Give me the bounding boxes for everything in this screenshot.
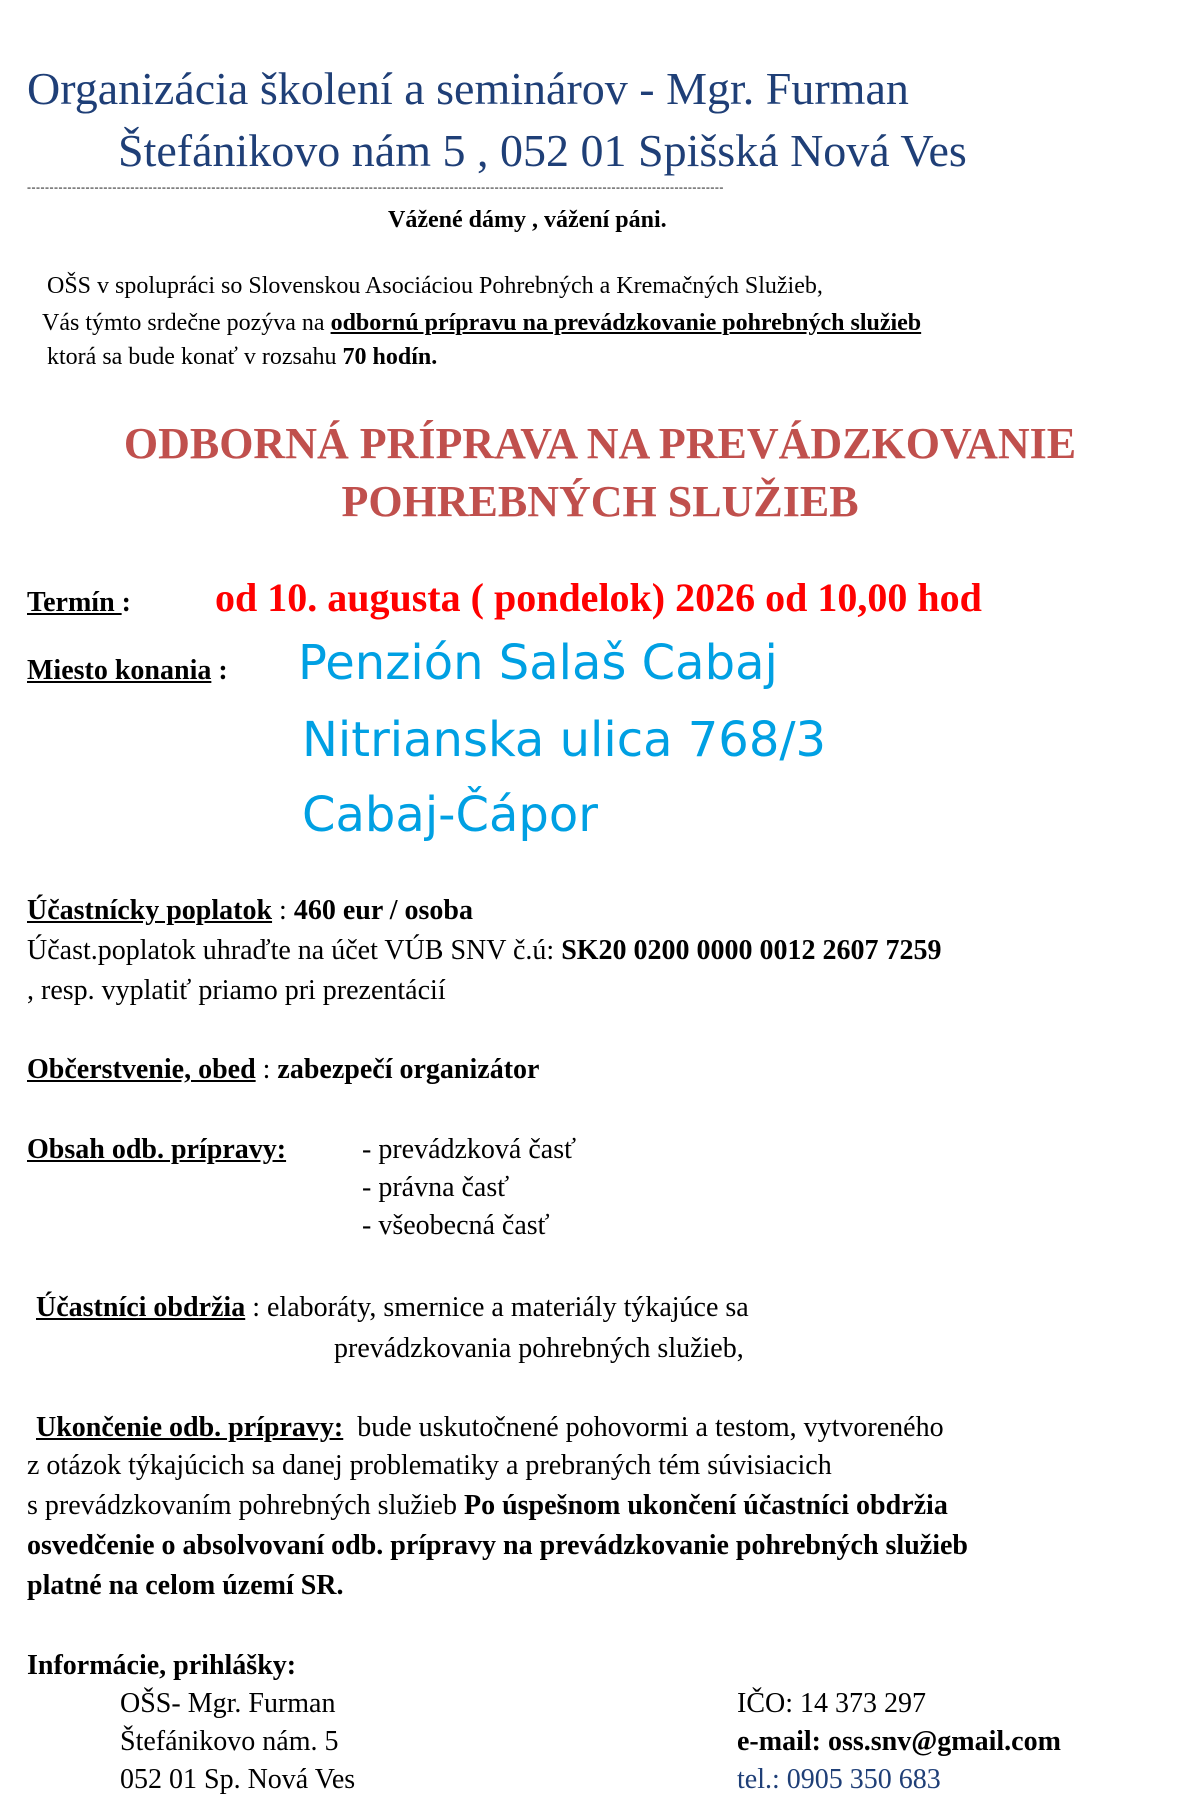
- fee-line: Účastnícky poplatok : 460 eur / osoba: [27, 895, 473, 926]
- header-divider: -----------------------------------------------------------------------------------------------------------------------------------------------------------: [27, 180, 724, 194]
- refreshment-line: Občerstvenie, obed : zabezpečí organizátor: [27, 1054, 540, 1085]
- contact-email[interactable]: e-mail: oss.snv@gmail.com: [737, 1726, 1061, 1757]
- completion-line-5: platné na celom území SR.: [27, 1570, 344, 1601]
- intro-line-1: OŠS v spolupráci so Slovenskou Asociáciou Pohrebných a Kremačných Služieb,: [47, 273, 823, 299]
- contact-ico: IČO: 14 373 297: [737, 1688, 926, 1719]
- training-link[interactable]: odbornú prípravu na prevádzkovanie pohrebných služieb: [330, 310, 922, 336]
- account-number: SK20 0200 0000 0012 2607 7259: [561, 935, 942, 966]
- completion-line-3: s prevádzkovaním pohrebných služieb Po úspešnom ukončení účastníci obdržia: [27, 1490, 948, 1521]
- main-title-line-2: POHREBNÝCH SLUŽIEB: [341, 477, 859, 526]
- content-item: - právna časť: [362, 1172, 510, 1203]
- content-item: - prevádzková časť: [362, 1134, 577, 1165]
- participants-line-2: prevádzkovania pohrebných služieb,: [334, 1333, 744, 1364]
- intro-line-3: ktorá sa bude konať v rozsahu 70 hodín.: [47, 344, 438, 370]
- organizer-title: Organizácia školení a seminárov - Mgr. Furman: [27, 63, 909, 114]
- greeting: Vážené dámy , vážení páni.: [388, 207, 667, 233]
- content-item: - všeobecná časť: [362, 1210, 550, 1241]
- content-label: Obsah odb. prípravy:: [27, 1134, 287, 1165]
- contact-city: 052 01 Sp. Nová Ves: [120, 1764, 356, 1795]
- fee-note: , resp. vyplatiť priamo pri prezentácií: [27, 975, 446, 1006]
- contact-name: OŠS- Mgr. Furman: [120, 1688, 336, 1719]
- venue-city: Cabaj-Čápor: [302, 787, 598, 843]
- contact-heading: Informácie, prihlášky:: [27, 1650, 297, 1681]
- venue-name: Penzión Salaš Cabaj: [298, 635, 778, 691]
- participants-line: Účastníci obdržia : elaboráty, smernice a materiály týkajúce sa: [36, 1292, 749, 1323]
- fee-account: Účast.poplatok uhraďte na účet VÚB SNV č.ú: SK20 0200 0000 0012 2607 7259: [27, 935, 942, 966]
- contact-street: Štefánikovo nám. 5: [120, 1726, 339, 1757]
- completion-line-2: z otázok týkajúcich sa danej problematiky a prebraných tém súvisiacich: [27, 1450, 832, 1481]
- completion-line-1: Ukončenie odb. prípravy: bude uskutočnené pohovormi a testom, vytvoreného: [36, 1412, 944, 1443]
- term-value: od 10. augusta ( pondelok) 2026 od 10,00 hod: [215, 575, 982, 620]
- organizer-address: Štefánikovo nám 5 , 052 01 Spišská Nová Ves: [118, 125, 967, 176]
- contact-phone[interactable]: tel.: 0905 350 683: [737, 1764, 941, 1795]
- term-label: Termín :: [27, 587, 131, 618]
- main-title-line-1: ODBORNÁ PRÍPRAVA NA PREVÁDZKOVANIE: [123, 419, 1077, 468]
- intro-line-2: Vás týmto srdečne pozýva na odbornú prípravu na prevádzkovanie pohrebných služieb: [42, 310, 922, 336]
- venue-label: Miesto konania :: [27, 655, 228, 686]
- completion-line-4: osvedčenie o absolvovaní odb. prípravy na prevádzkovanie pohrebných služieb: [27, 1530, 968, 1561]
- venue-street: Nitrianska ulica 768/3: [302, 712, 827, 768]
